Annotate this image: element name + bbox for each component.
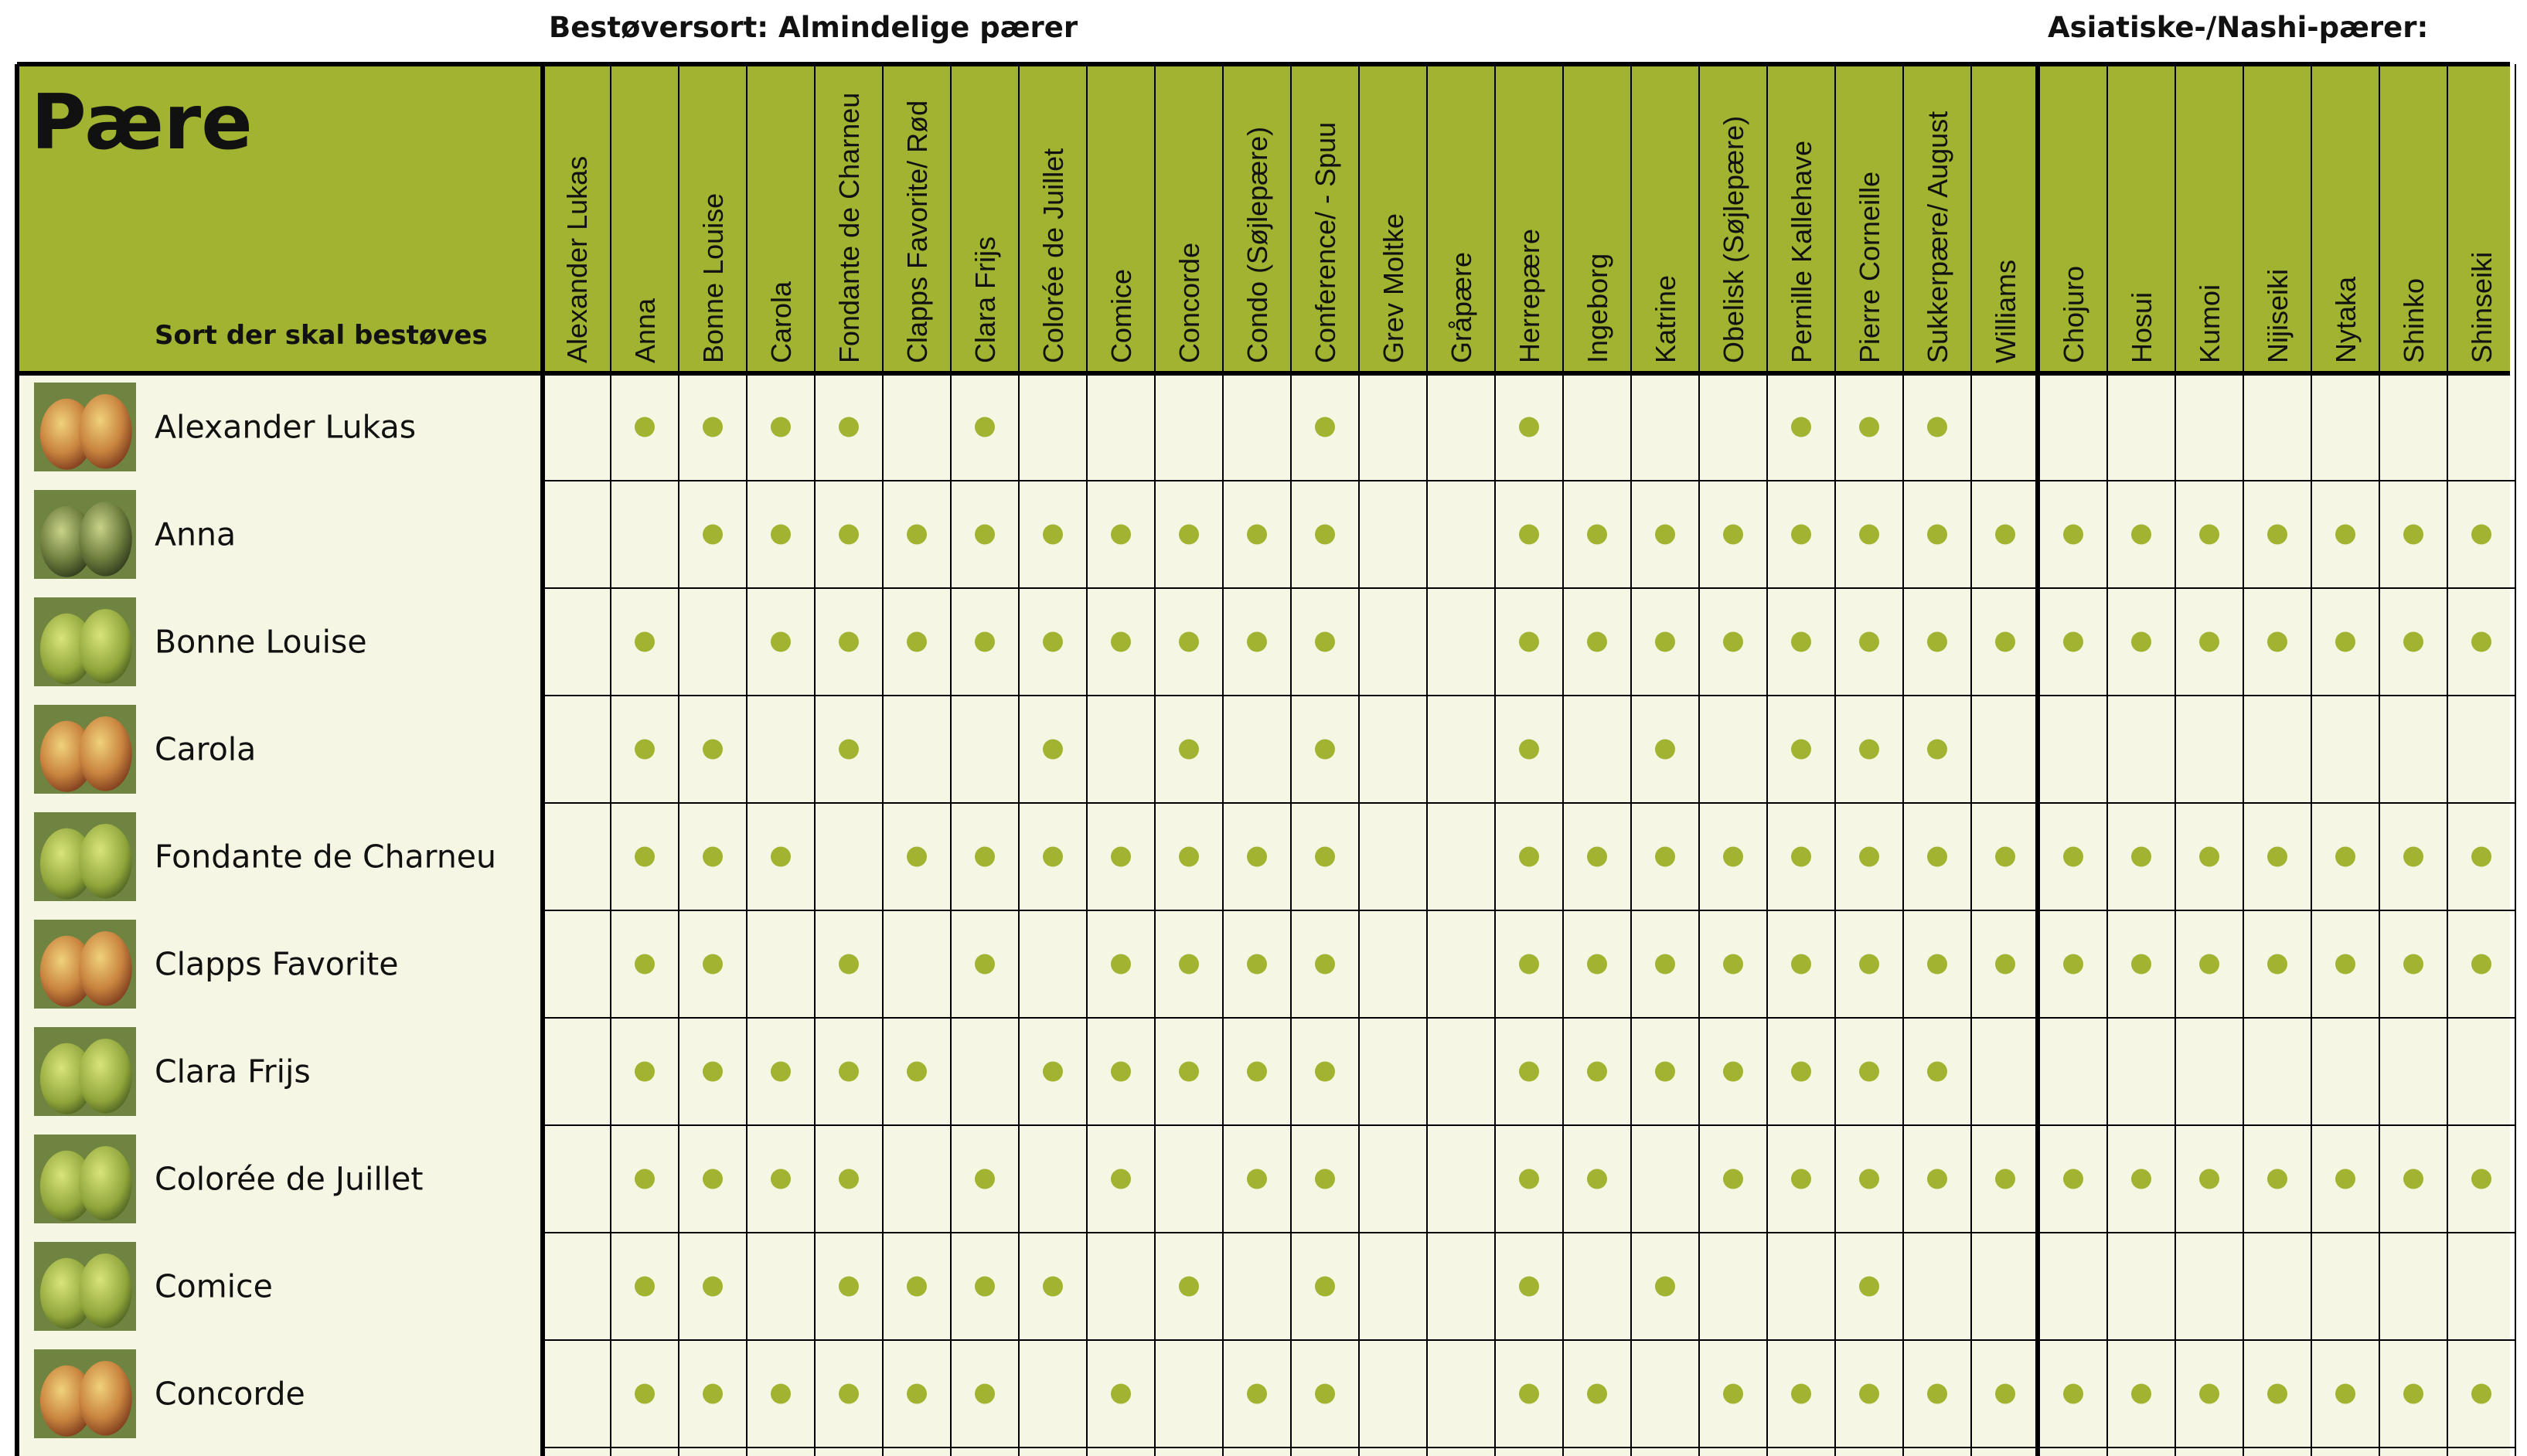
pollination-dot bbox=[1587, 632, 1607, 652]
pollination-dot bbox=[1791, 417, 1811, 437]
pollination-dot bbox=[1655, 954, 1675, 975]
pollination-dot bbox=[1179, 740, 1199, 760]
pollination-dot bbox=[771, 1384, 791, 1404]
pollination-dot bbox=[1179, 632, 1199, 652]
pollination-dot bbox=[839, 954, 859, 975]
pollination-dot bbox=[1791, 847, 1811, 867]
pollination-dot bbox=[2267, 954, 2287, 975]
pollination-dot bbox=[2063, 1169, 2083, 1189]
column-label: Clara Frijs bbox=[969, 236, 1001, 363]
pollination-dot bbox=[1859, 1277, 1879, 1297]
pollination-dot bbox=[1247, 954, 1267, 975]
pollination-dot bbox=[2063, 525, 2083, 545]
pollination-dot bbox=[1859, 740, 1879, 760]
pollination-dot bbox=[2335, 1384, 2355, 1404]
pollination-dot bbox=[975, 1169, 995, 1189]
pollination-dot bbox=[1723, 1384, 1743, 1404]
pollination-dot bbox=[771, 1062, 791, 1082]
pollination-dot bbox=[839, 740, 859, 760]
pollination-dot bbox=[2199, 1169, 2219, 1189]
column-label: Comice bbox=[1105, 268, 1137, 363]
pollination-dot bbox=[1111, 1169, 1131, 1189]
pollination-dot bbox=[2471, 847, 2491, 867]
pollination-dot bbox=[1519, 1062, 1539, 1082]
pollination-dot bbox=[2267, 1169, 2287, 1189]
pollination-dot bbox=[1655, 1277, 1675, 1297]
column-label: Conference/ - Spuu bbox=[1309, 121, 1341, 363]
pollination-dot bbox=[2403, 847, 2423, 867]
pollination-dot bbox=[1927, 417, 1947, 437]
pollination-dot bbox=[1315, 1062, 1335, 1082]
column-label: Katrine bbox=[1650, 274, 1681, 363]
pollination-dot bbox=[1587, 525, 1607, 545]
pollination-dot bbox=[771, 1169, 791, 1189]
pollination-dot bbox=[1723, 954, 1743, 975]
pear-thumbnail bbox=[34, 1135, 136, 1223]
column-label: Grev Moltke bbox=[1378, 213, 1409, 363]
pollination-dot bbox=[1859, 1169, 1879, 1189]
row-label: Alexander Lukas bbox=[155, 408, 417, 446]
pollination-dot bbox=[2335, 954, 2355, 975]
pollination-dot bbox=[1111, 1062, 1131, 1082]
pollination-dot bbox=[1791, 954, 1811, 975]
pollination-dot bbox=[2471, 1169, 2491, 1189]
column-label: Fondante de Charneu bbox=[833, 92, 865, 363]
pollination-dot bbox=[1519, 847, 1539, 867]
pollination-dot bbox=[975, 525, 995, 545]
column-label: Colorée de Juillet bbox=[1037, 148, 1069, 363]
column-label: Nytaka bbox=[2330, 276, 2362, 363]
pollination-dot bbox=[2471, 632, 2491, 652]
pollination-dot bbox=[703, 525, 723, 545]
pollination-dot bbox=[2131, 847, 2151, 867]
pollination-dot bbox=[1927, 632, 1947, 652]
pollination-dot bbox=[703, 1384, 723, 1404]
pollination-dot bbox=[1247, 525, 1267, 545]
pollination-dot bbox=[839, 525, 859, 545]
pollination-dot bbox=[907, 1277, 927, 1297]
pollination-dot bbox=[1723, 1062, 1743, 1082]
pollination-dot bbox=[1179, 1062, 1199, 1082]
pollination-dot bbox=[2403, 1169, 2423, 1189]
pollination-dot bbox=[1315, 417, 1335, 437]
pollination-dot bbox=[2403, 525, 2423, 545]
pollination-dot bbox=[1247, 847, 1267, 867]
pollination-dot bbox=[1723, 1169, 1743, 1189]
pollination-dot bbox=[975, 954, 995, 975]
pollination-dot bbox=[2199, 954, 2219, 975]
pollination-dot bbox=[1791, 1169, 1811, 1189]
pollination-dot bbox=[2335, 525, 2355, 545]
pollination-dot bbox=[1723, 525, 1743, 545]
pollination-dot bbox=[2131, 1384, 2151, 1404]
pollination-dot bbox=[2471, 525, 2491, 545]
pollination-dot bbox=[1179, 847, 1199, 867]
pollination-dot bbox=[1043, 1277, 1063, 1297]
pollination-dot bbox=[1859, 632, 1879, 652]
row-label: Clapps Favorite bbox=[155, 945, 399, 983]
column-label: Carola bbox=[765, 281, 797, 363]
pollination-dot bbox=[1587, 1384, 1607, 1404]
pollination-dot bbox=[635, 417, 655, 437]
row-label: Fondante de Charneu bbox=[155, 838, 497, 876]
pollination-dot bbox=[1315, 525, 1335, 545]
pollination-dot bbox=[1247, 1384, 1267, 1404]
column-label: Anna bbox=[629, 298, 661, 363]
pollination-dot bbox=[1247, 1062, 1267, 1082]
pollination-dot bbox=[1791, 1062, 1811, 1082]
pollination-dot bbox=[1995, 632, 2015, 652]
pollination-dot bbox=[703, 1062, 723, 1082]
row-label: Clara Frijs bbox=[155, 1053, 311, 1090]
column-label: Pernille Kallehave bbox=[1786, 140, 1817, 363]
pollination-dot bbox=[2335, 1169, 2355, 1189]
pollination-dot bbox=[1519, 417, 1539, 437]
pollination-dot bbox=[1315, 1384, 1335, 1404]
pollination-dot bbox=[1315, 740, 1335, 760]
pollination-dot bbox=[1995, 954, 2015, 975]
pollination-dot bbox=[703, 1169, 723, 1189]
pollination-dot bbox=[1859, 1384, 1879, 1404]
pollination-dot bbox=[1587, 954, 1607, 975]
pollination-dot bbox=[1043, 740, 1063, 760]
pollination-dot bbox=[1043, 1062, 1063, 1082]
pollination-dot bbox=[703, 1277, 723, 1297]
pollination-dot bbox=[839, 417, 859, 437]
pollination-dot bbox=[1655, 740, 1675, 760]
pollination-dot bbox=[635, 1384, 655, 1404]
column-label: Condo (Søjlepære) bbox=[1241, 126, 1273, 363]
pollination-dot bbox=[1519, 954, 1539, 975]
pollination-dot bbox=[2471, 1384, 2491, 1404]
pollination-dot bbox=[1723, 632, 1743, 652]
pollination-dot bbox=[1859, 847, 1879, 867]
row-label: Anna bbox=[155, 515, 237, 553]
pollination-dot bbox=[839, 632, 859, 652]
pollination-dot bbox=[1859, 954, 1879, 975]
pollination-dot bbox=[907, 1062, 927, 1082]
pollination-dot bbox=[1179, 1277, 1199, 1297]
pollination-dot bbox=[1927, 847, 1947, 867]
column-label: Gråpære bbox=[1446, 251, 1477, 363]
pollination-dot bbox=[839, 1277, 859, 1297]
pollination-dot bbox=[1791, 632, 1811, 652]
pollination-dot bbox=[2267, 525, 2287, 545]
pollination-dot bbox=[2063, 954, 2083, 975]
pollination-dot bbox=[2131, 632, 2151, 652]
pollination-dot bbox=[1859, 417, 1879, 437]
pollination-dot bbox=[907, 632, 927, 652]
column-label: Nijiseiki bbox=[2262, 268, 2294, 363]
pollination-dot bbox=[2267, 1384, 2287, 1404]
pollination-dot bbox=[1247, 1169, 1267, 1189]
pollination-dot bbox=[1995, 847, 2015, 867]
pollination-dot bbox=[635, 740, 655, 760]
pollination-dot bbox=[703, 740, 723, 760]
pollination-dot bbox=[975, 1277, 995, 1297]
pollination-dot bbox=[2199, 525, 2219, 545]
pollination-dot bbox=[1519, 632, 1539, 652]
column-label: Clapps Favorite/ Rød bbox=[901, 100, 933, 363]
pollination-dot bbox=[2063, 1384, 2083, 1404]
pollination-dot bbox=[1043, 847, 1063, 867]
pollination-dot bbox=[1859, 525, 1879, 545]
pollination-dot bbox=[1723, 847, 1743, 867]
pollination-dot bbox=[1587, 1062, 1607, 1082]
pollination-dot bbox=[1179, 525, 1199, 545]
pollination-dot bbox=[2335, 847, 2355, 867]
asian-group-label: Asiatiske-/Nashi-pærer: bbox=[2048, 11, 2429, 44]
page-title: Pære bbox=[31, 79, 253, 167]
pollination-dot bbox=[2403, 632, 2423, 652]
pollination-dot bbox=[2199, 1384, 2219, 1404]
column-label: Alexander Lukas bbox=[561, 155, 593, 363]
pollination-dot bbox=[1655, 632, 1675, 652]
pear-thumbnail bbox=[34, 1349, 136, 1438]
column-label: Sukkerpære/ August bbox=[1922, 111, 1953, 363]
pollination-dot bbox=[2403, 1384, 2423, 1404]
pollinator-group-label: Bestøversort: Almindelige pærer bbox=[549, 11, 1078, 44]
pollination-dot bbox=[635, 1277, 655, 1297]
pollination-dot bbox=[1655, 847, 1675, 867]
pollination-dot bbox=[1519, 1169, 1539, 1189]
pollination-dot bbox=[1927, 1169, 1947, 1189]
row-label: Colorée de Juillet bbox=[155, 1160, 424, 1198]
pollination-dot bbox=[1111, 847, 1131, 867]
pollination-dot bbox=[1315, 1169, 1335, 1189]
pollination-dot bbox=[2267, 847, 2287, 867]
row-label: Concorde bbox=[155, 1375, 305, 1413]
pollination-dot bbox=[2403, 954, 2423, 975]
pollination-dot bbox=[1111, 1384, 1131, 1404]
pollination-dot bbox=[1519, 525, 1539, 545]
pollination-dot bbox=[907, 847, 927, 867]
column-label: Obelisk (Søjlepære) bbox=[1718, 115, 1749, 363]
pear-thumbnail bbox=[34, 383, 136, 471]
pollination-dot bbox=[703, 417, 723, 437]
pollination-dot bbox=[1791, 740, 1811, 760]
pollination-dot bbox=[2267, 632, 2287, 652]
column-label: Herrepære bbox=[1514, 228, 1545, 363]
pollination-dot bbox=[1315, 847, 1335, 867]
pollination-dot bbox=[1995, 1384, 2015, 1404]
pollination-dot bbox=[1043, 525, 1063, 545]
pollination-dot bbox=[1587, 847, 1607, 867]
pollination-dot bbox=[1111, 954, 1131, 975]
pollination-dot bbox=[839, 1384, 859, 1404]
row-label: Comice bbox=[155, 1267, 273, 1305]
pollination-dot bbox=[2199, 847, 2219, 867]
column-label: Hosui bbox=[2126, 291, 2157, 363]
pear-thumbnail bbox=[34, 705, 136, 794]
pollination-dot bbox=[2199, 632, 2219, 652]
pollination-dot bbox=[975, 1384, 995, 1404]
pollination-dot bbox=[907, 525, 927, 545]
pollination-dot bbox=[1791, 525, 1811, 545]
pollination-dot bbox=[1519, 740, 1539, 760]
pollination-dot bbox=[703, 954, 723, 975]
pollination-dot bbox=[907, 1384, 927, 1404]
pollination-dot bbox=[2131, 525, 2151, 545]
pollination-dot bbox=[2471, 954, 2491, 975]
pollination-dot bbox=[1179, 954, 1199, 975]
row-axis-caption: Sort der skal bestøves bbox=[155, 320, 488, 351]
pollination-dot bbox=[635, 954, 655, 975]
pollination-dot bbox=[1519, 1384, 1539, 1404]
pollination-dot bbox=[1927, 1384, 1947, 1404]
pollination-dot bbox=[839, 1062, 859, 1082]
column-label: Concorde bbox=[1173, 242, 1205, 363]
row-label: Carola bbox=[155, 730, 257, 768]
pollination-dot bbox=[1315, 1277, 1335, 1297]
pear-thumbnail bbox=[34, 920, 136, 1009]
column-label: Chojuro bbox=[2058, 265, 2089, 363]
pear-thumbnail bbox=[34, 1027, 136, 1116]
pollination-dot bbox=[771, 525, 791, 545]
pear-thumbnail bbox=[34, 597, 136, 686]
pollination-dot bbox=[1859, 1062, 1879, 1082]
pollination-dot bbox=[975, 847, 995, 867]
pollination-dot bbox=[635, 1169, 655, 1189]
pollination-dot bbox=[1043, 632, 1063, 652]
pollination-dot bbox=[1655, 1062, 1675, 1082]
column-label: Bonne Louise bbox=[697, 192, 729, 363]
column-label: Shinko bbox=[2398, 277, 2430, 363]
pollination-dot bbox=[1927, 1062, 1947, 1082]
column-label: Pierre Corneille bbox=[1854, 171, 1885, 363]
pollination-dot bbox=[2335, 632, 2355, 652]
pollination-dot bbox=[2063, 632, 2083, 652]
pear-thumbnail bbox=[34, 490, 136, 579]
pollination-dot bbox=[771, 417, 791, 437]
pollination-dot bbox=[1247, 632, 1267, 652]
row-label: Bonne Louise bbox=[155, 623, 367, 661]
pollination-dot bbox=[635, 847, 655, 867]
pollination-dot bbox=[2131, 1169, 2151, 1189]
pollination-dot bbox=[839, 1169, 859, 1189]
pollination-dot bbox=[1315, 954, 1335, 975]
pollination-dot bbox=[1927, 954, 1947, 975]
pollination-dot bbox=[1927, 525, 1947, 545]
pollination-dot bbox=[975, 632, 995, 652]
pollination-dot bbox=[1927, 740, 1947, 760]
pear-thumbnail bbox=[34, 1242, 136, 1331]
column-label: Shinseiki bbox=[2466, 251, 2498, 363]
pollination-dot bbox=[1587, 1169, 1607, 1189]
pollination-dot bbox=[2063, 847, 2083, 867]
pollination-dot bbox=[635, 1062, 655, 1082]
pollination-dot bbox=[2131, 954, 2151, 975]
pollination-dot bbox=[1791, 1384, 1811, 1404]
pollination-dot bbox=[975, 417, 995, 437]
pollination-dot bbox=[1315, 632, 1335, 652]
pollination-dot bbox=[1111, 525, 1131, 545]
column-label: Kumoi bbox=[2194, 284, 2226, 363]
pollination-dot bbox=[1655, 525, 1675, 545]
pollination-dot bbox=[635, 632, 655, 652]
pollination-dot bbox=[771, 632, 791, 652]
pollination-dot bbox=[1519, 1277, 1539, 1297]
pollination-dot bbox=[1995, 1169, 2015, 1189]
column-label: Williams bbox=[1990, 260, 2021, 363]
pollination-dot bbox=[703, 847, 723, 867]
pollination-dot bbox=[1995, 525, 2015, 545]
pollination-dot bbox=[771, 847, 791, 867]
pollination-dot bbox=[1111, 632, 1131, 652]
pear-thumbnail bbox=[34, 812, 136, 901]
column-label: Ingeborg bbox=[1582, 253, 1613, 363]
